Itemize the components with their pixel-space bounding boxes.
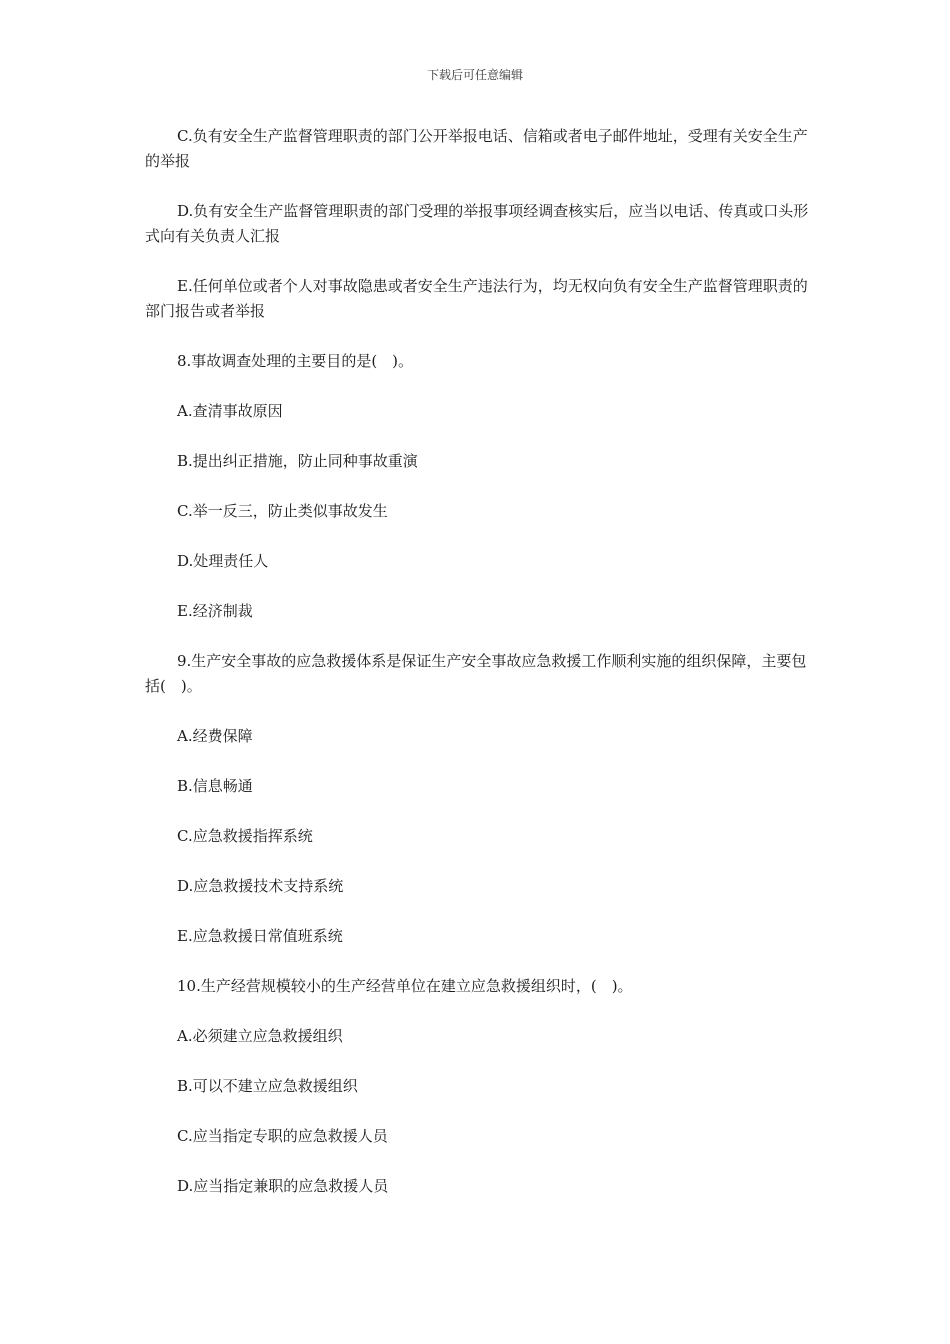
paragraph: E.任何单位或者个人对事故隐患或者安全生产违法行为，均无权向负有安全生产监督管理职责的部门报告或者举报 (145, 277, 808, 320)
paragraph: C.负有安全生产监督管理职责的部门公开举报电话、信箱或者电子邮件地址，受理有关安全生产的举报 (145, 127, 808, 170)
option-b: B.信息畅通 (177, 777, 253, 795)
question-9: 9.生产安全事故的应急救援体系是保证生产安全事故应急救援工作顺利实施的组织保障，主要包括( )。 (145, 652, 807, 695)
option-b: B.提出纠正措施，防止同种事故重演 (177, 452, 418, 470)
option-d: D.应急救援技术支持系统 (177, 877, 344, 895)
option-e: E.经济制裁 (177, 602, 253, 620)
question-8: 8.事故调查处理的主要目的是( )。 (177, 352, 414, 370)
page-header: 下载后可任意编辑 (426, 68, 523, 82)
option-c: C.举一反三，防止类似事故发生 (177, 502, 388, 520)
document-body (145, 124, 810, 1224)
option-d: D.应当指定兼职的应急救援人员 (177, 1177, 389, 1195)
paragraph: D.负有安全生产监督管理职责的部门受理的举报事项经调查核实后，应当以电话、传真或口头形式向有关负责人汇报 (145, 202, 809, 245)
question-10: 10.生产经营规模较小的生产经营单位在建立应急救援组织时，( )。 (177, 977, 633, 995)
option-e: E.应急救援日常值班系统 (177, 927, 343, 945)
option-c: C.应当指定专职的应急救援人员 (177, 1127, 388, 1145)
option-a: A.查清事故原因 (177, 402, 283, 420)
option-d: D.处理责任人 (177, 552, 269, 570)
option-a: A.经费保障 (177, 727, 253, 745)
option-b: B.可以不建立应急救援组织 (177, 1077, 358, 1095)
option-a: A.必须建立应急救援组织 (177, 1027, 343, 1045)
option-c: C.应急救援指挥系统 (177, 827, 313, 845)
